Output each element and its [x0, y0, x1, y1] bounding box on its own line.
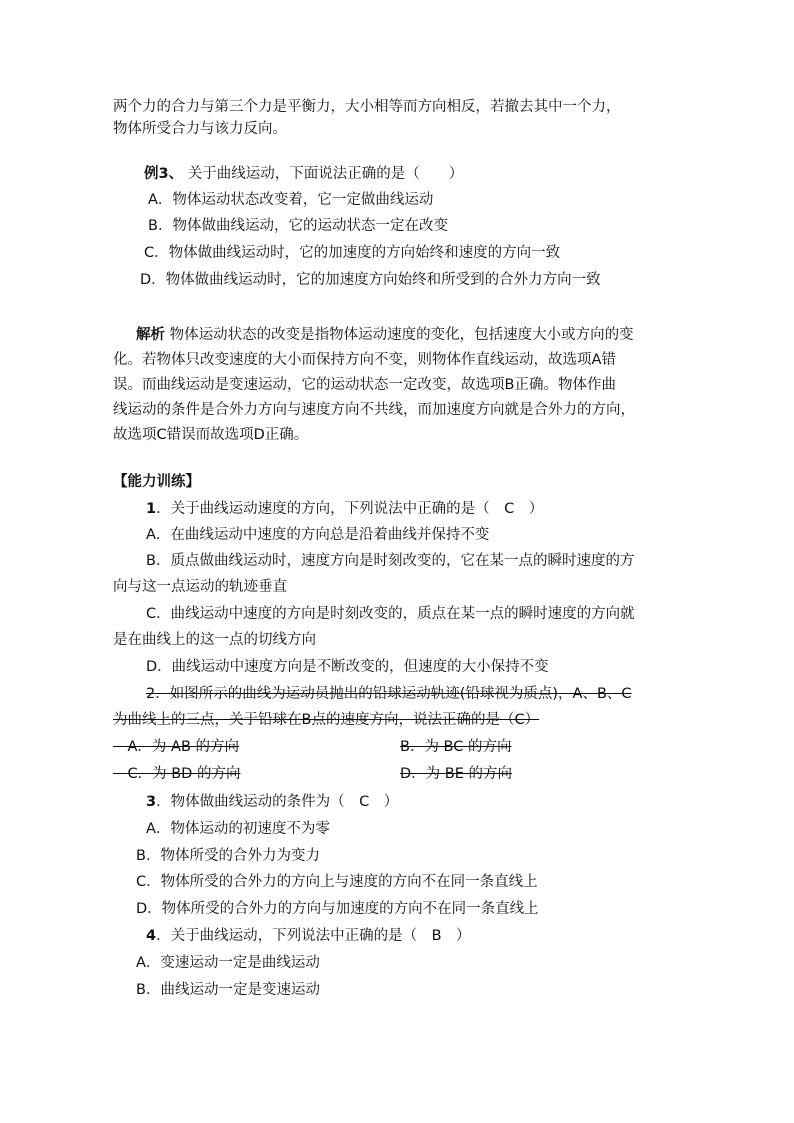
q4-question: [146, 926, 471, 946]
example3-option-b: B．物体做曲线运动，它的运动状态一定在改变: [148, 218, 448, 234]
q2-option-a: A．为 AB 的方向: [113, 739, 240, 755]
q2-options-row2: [113, 764, 513, 784]
analysis-line-3: 误。而曲线运动是变速运动，它的运动状态一定改变，故选项B正确。物体作曲: [113, 377, 616, 393]
q1-option-a: A．在曲线运动中速度的方向总是沿着曲线并保持不变: [146, 527, 490, 543]
q3-option-b: B．物体所受的合外力为变力: [136, 848, 320, 864]
intro-line-1: 两个力的合力与第三个力是平衡力，大小相等而方向相反，若撤去其中一个力，: [113, 99, 621, 115]
q1-option-d: D．曲线运动中速度方向是不断改变的，但速度的大小保持不变: [146, 659, 549, 675]
q3-option-d: D．物体所受的合外力的方向与加速度的方向不在同一条直线上: [136, 901, 539, 917]
q2-options-row1: [113, 737, 513, 757]
q4-number: 4: [146, 928, 157, 944]
q1-option-c-line1: C．曲线运动中速度的方向是时刻改变的，质点在某一点的瞬时速度的方向就: [146, 606, 635, 622]
q1-number: 1: [146, 501, 157, 517]
q4-text: ．关于曲线运动，下列说法中正确的是（ B ）: [156, 928, 471, 944]
training-heading: 【能力训练】: [113, 474, 200, 490]
q3-option-c: C．物体所受的合外力的方向上与速度的方向不在同一条直线上: [136, 874, 538, 890]
q3-question: [146, 792, 398, 812]
q2-option-c: C．为 BD 的方向: [113, 766, 241, 782]
analysis-line-2: 化。若物体只改变速度的大小而保持方向不变，则物体作直线运动，故选项A错: [113, 352, 616, 368]
example3-option-a: A．物体运动状态改变着，它一定做曲线运动: [148, 192, 434, 208]
q3-text: ．物体做曲线运动的条件为（ C ）: [156, 794, 399, 810]
q4-option-b: B．曲线运动一定是变速运动: [136, 982, 320, 998]
q1-text: ．关于曲线运动速度的方向，下列说法中正确的是（ C ）: [156, 501, 544, 517]
q1-question: [146, 499, 543, 519]
example3-question: [144, 164, 463, 184]
analysis-text-1: 物体运动状态的改变是指物体运动速度的变化，包括速度大小或方向的变: [165, 327, 634, 343]
q1-option-b-line2: 向与这一点运动的轨迹垂直: [113, 579, 287, 595]
analysis-label: 解析: [136, 327, 165, 343]
q2-line2: 为曲线上的三点，关于铅球在B点的速度方向，说法正确的是（C）: [113, 712, 540, 728]
analysis-line-5: 故选项C错误而故选项D正确。: [113, 427, 309, 443]
example3-label: 例3、: [144, 166, 184, 182]
q2-line1: 2．如图所示的曲线为运动员抛出的铅球运动轨迹(铅球视为质点)，A、B、C: [146, 686, 632, 702]
example3-option-d: D．物体做曲线运动时，它的加速度方向始终和所受到的合外力方向一致: [140, 272, 601, 288]
analysis-line-4: 线运动的条件是合外力方向与速度方向不共线，而加速度方向就是合外力的方向，: [113, 402, 635, 418]
q1-option-b-line1: B．质点做曲线运动时，速度方向是时刻改变的，它在某一点的瞬时速度的方: [146, 553, 635, 569]
intro-line-2: 物体所受合力与该力反向。: [113, 121, 287, 137]
q3-number: 3: [146, 794, 157, 810]
example3-question-text: 关于曲线运动，下面说法正确的是（ ）: [183, 166, 464, 182]
q2-option-b: B．为 BC 的方向: [400, 739, 512, 755]
example3-option-c: C．物体做曲线运动时，它的加速度的方向始终和速度的方向一致: [144, 245, 561, 261]
q4-option-a: A．变速运动一定是曲线运动: [136, 955, 320, 971]
q2-option-d: D．为 BE 的方向: [400, 766, 512, 782]
analysis-line-1: [136, 325, 634, 345]
q1-option-c-line2: 是在曲线上的这一点的切线方向: [113, 632, 316, 648]
q3-option-a: A．物体运动的初速度不为零: [146, 821, 330, 837]
